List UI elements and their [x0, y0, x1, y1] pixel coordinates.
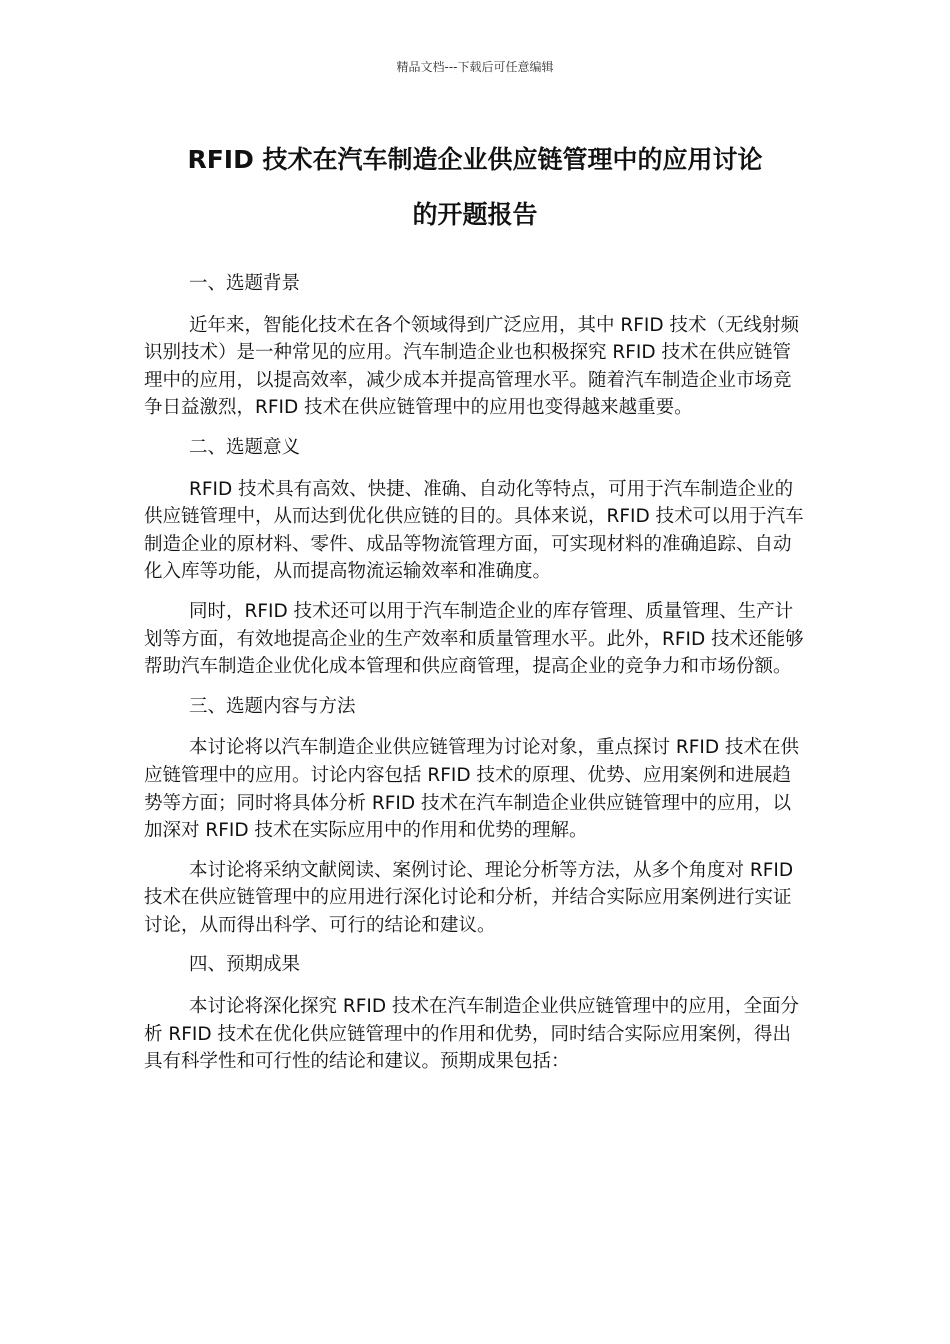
section-heading-content-methods: 三、选题内容与方法	[189, 695, 356, 717]
paragraph-significance-2: 同时，RFID 技术还可以用于汽车制造企业的库存管理、质量管理、生产计划等方面，有效地提高企业的生产效率和质量管理水平。此外，RFID 技术还能够帮助汽车制造企业优化成本管理和供应商管理，提高企业的竞争力和市场份额。	[144, 600, 804, 678]
paragraph-expected-results-1: 本讨论将深化探究 RFID 技术在汽车制造企业供应链管理中的应用，全面分析 RFID 技术在优化供应链管理中的作用和优势，同时结合实际应用案例，得出具有科学性和可行性的结论和建议。预期成果包括：	[144, 996, 799, 1073]
header-note: 精品文档---下载后可任意编辑	[396, 60, 554, 74]
document-title-line-2: 的开题报告	[412, 200, 538, 229]
paragraph-significance-1: RFID 技术具有高效、快捷、准确、自动化等特点，可用于汽车制造企业的供应链管理中，从而达到优化供应链的目的。具体来说，RFID 技术可以用于汽车制造企业的原材料、零件、成品等物流管理方面，可实现材料的准确追踪、自动化入库等功能，从而提高物流运输效率和准确度。	[144, 478, 804, 583]
document-title-line-1: RFID 技术在汽车制造企业供应链管理中的应用讨论	[187, 145, 763, 174]
document-body	[144, 270, 806, 1088]
paragraph-content-methods-2: 本讨论将采纳文献阅读、案例讨论、理论分析等方法，从多个角度对 RFID 技术在供应链管理中的应用进行深化讨论和分析，并结合实际应用案例进行实证讨论，从而得出科学、可行的结论和建议。	[144, 859, 794, 936]
paragraph-background-1: 近年来，智能化技术在各个领域得到广泛应用，其中 RFID 技术（无线射频识别技术）是一种常见的应用。汽车制造企业也积极探究 RFID 技术在供应链管理中的应用，以提高效率，减少成本并提高管理水平。随着汽车制造企业市场竞争日益激烈，RFID 技术在供应链管理中的应用也变得越来越重要。	[144, 314, 799, 419]
paragraph-content-methods-1: 本讨论将以汽车制造企业供应链管理为讨论对象，重点探讨 RFID 技术在供应链管理中的应用。讨论内容包括 RFID 技术的原理、优势、应用案例和进展趋势等方面；同时将具体分析 RFID 技术在汽车制造企业供应链管理中的应用，以加深对 RFID 技术在实际应用中的作用和优势的理解。	[144, 737, 799, 842]
section-heading-expected-results: 四、预期成果	[189, 954, 301, 976]
section-heading-background: 一、选题背景	[189, 273, 301, 294]
section-heading-significance: 二、选题意义	[189, 436, 301, 458]
